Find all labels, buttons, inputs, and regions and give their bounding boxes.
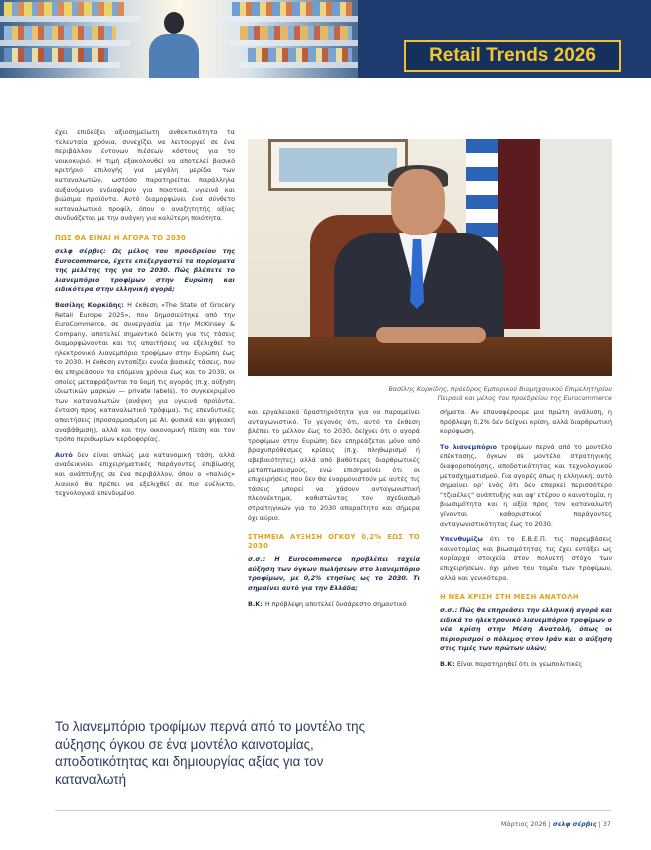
- interview-question-3: σ.σ.: Πώς θα επηρεάσει την ελληνική αγορά και ειδικά το ηλεκτρονικό λιανεμπόριο τροφίμων ο νέα κρίση στην Μέση Ανατολή, όπως οι περιορισμοί ο πόλεμος στον Ιράν και ο αύξηση στις τιμές των πρώτων υλών;: [440, 606, 612, 653]
- header-banner: [0, 0, 651, 78]
- subheading-middle-east: Η ΝΕΑ ΚΡΙΣΗ ΣΤΗ ΜΕΣΗ ΑΝΑΤΟΛΗ: [440, 593, 579, 602]
- intro-paragraph: έχει επιδείξει αξιοσημείωτη ανθεκτικότητα τα τελευταία χρόνια, συνεχίζει να λειτουργεί σε ένα περιβάλλον έντονων πιέσεων κόστους για το νοικοκυριό. Η τιμή εξακολουθεί να αποτελεί βασικό κριτήριο επιλογής για μεγάλη μερίδα των καταναλωτών, ωστόσο παρατηρείται παράλληλα αυξανόμενο ενδιαφέρον για ποιοτικά, υγιεινά και βιώσιμα προϊόντα. Αυτό διαμορφώνει ένα σύνθετο καταναλωτικό προφίλ, όπου ο αναζητητής αξίας συνδυάζεται με την ανάγκη για καλύτερη ποιότητα.: [55, 128, 235, 223]
- photo-caption: Βασίλης Κορκίδης, πρόεδρος Εμπορικού Βιομηχανικού Επιμελητηρίου Πειραιά και μέλος του προεδρείου της Eurocommerce: [388, 385, 612, 402]
- publication-name: σελφ σέρβις: [552, 820, 597, 828]
- interview-question-1: σελφ σέρβις: Ως μέλος του προεδρείου της Eurocommerce, έχετε επεξεργαστεί τα πορίσματα της μελέτης της για το 2030. Πώς βλέπετε το λιανεμπόριο τροφίμων στην Ευρώπη και ειδικότερα στην ελληνική αγορά;: [55, 246, 235, 294]
- interview-question-2: σ.σ.: Η Eurocommerce προβλέπει ταχεία αύξηση των όγκων πωλήσεων στο λιανεμπόριο τροφίμων, με 0,2% ετησίως ως το 2030. Τι σημαίνει αυτό για την Ελλάδα;: [248, 555, 420, 592]
- interview-answer-2: Β.Κ: Η πρόβλεψη αποτελεί δυσάρεστο σημαντικό: [248, 599, 407, 608]
- interview-answer-3: Β.Κ: Είναι παρατηρηθεί ότι οι γεωπολιτικές: [440, 660, 583, 669]
- wall-painting: [268, 139, 408, 191]
- issue-date: Μάρτιος 2026: [500, 820, 547, 828]
- subheading-market-2030: ΠΩΣ ΘΑ ΕΙΝΑΙ Η ΑΓΟΡΑ ΤΟ 2030: [55, 233, 187, 242]
- page-footer: Μάρτιος 2026 | σελφ σέρβις | 37: [500, 820, 611, 828]
- subheading-volume-growth: ΣΤΗΜΕΙΑ ΑΥΞΗΣΗ ΟΓΚΟΥ 0,2% ΕΩΣ ΤΟ 2030: [248, 533, 420, 551]
- pull-quote: Το λιανεμπόριο τροφίμων περνά από το μοντέλο της αύξησης όγκου σε ένα μοντέλο καινοτομίας, αποδοτικότητας και δημιουργίας αξίας για τον καταναλωτή: [55, 719, 366, 787]
- paragraph: και εργαλειακό δραστηριότητα για να παραμείνει ανταγωνιστικό. Το γεγονός ότι, αυτό το έκθεση βλέπει το μέλλον έως το 2030, δείχνει ότι ο αγορά τροφίμων στην Ευρώπη δεν επηρεάζεται μόνο από βραχυπρόθεσμες κρίσεις (π.χ. πληθωρισμό ή αβεβαιότητες) αλλά από βαθύτερες διαρθρωτικές μεταπτωσεισμούς, ενώ επισημαίνει ότι οι επιχειρήσεις που δεν θα εναρμονιστούν με αυτές τις τάσεις μπορεί να χάσουν ανταγωνιστική πλεονέκτημα, καθιστώντας τον σχεδιασμό στρατηγικών για το 2030 απαραίτητο και σήμερα όχι αύριο.: [248, 408, 420, 522]
- section-title-badge: [404, 40, 621, 72]
- banner-photo: [0, 0, 358, 78]
- speaker-name: Βασίλης Κορκίδης:: [55, 300, 124, 309]
- interview-answer-1b: Αυτό δεν είναι απλώς μια κατανομική τάση, αλλά αναδεικνύει επιχειρηματικές παράγοντες επιβίωσης και ανάπτυξης σε ένα περιβάλλον, όπου ο «παλιός» λιανικό θα πρέπει να εξελιχθεί σε πιο ευέλικτο, τεχνολογικά επενδυμένο: [55, 450, 235, 498]
- column-2: [248, 408, 420, 615]
- footer-divider: [55, 810, 611, 811]
- paragraph: σήματα. Αν επαναφέρουμε μια πρώτη ανάλυση, η πρόβλεψη 0,2% δεν δείχνει κρίση, αλλά διαρθρωτική κορύφωση.: [440, 408, 612, 436]
- shopper-figure: [145, 12, 203, 78]
- interview-answer-1: Βασίλης Κορκίδης: Η έκθεση «The State of Grocery Retail Europe 2025», που δημοσιεύτηκε από την EuroCommerce, σε συνεργασία με την McKinsey & Company, αποτελεί σημαντικό δείκτη για τις τάσεις διαμορφώνονται και τις απαιτήσεις να εξελιχθεί το ηλεκτρονικό λιανεμπόριο τροφίμων στην Ευρώπη έως το 2030. Η έκθεση εντοπίζει εννέα βασικές τάσεις, που θα επηρεάσουν τα επόμενα χρόνια έως και το 2030, οι οποίες μεταφράζονται τα δομή τις αγοράς (π.χ. αύξηση ιδιωτικών μαρκών — private labels), το συγκεκριμένο των καταναλωτών (ανάγκη για υγιεινά προϊόντα, ένταση προς καταναλωτικό τρόφιμα), τις επενδυτικές απαιτήσεις (προσαρμοσμένη με AI, φυσικά και ψηφιακή αναβάθμιση), αλλά και την οικονομική πίεση και τον τρόπο περιθωρίων κερδοφορίας.: [55, 300, 235, 444]
- portrait-photo: [248, 139, 612, 376]
- column-1: [55, 128, 235, 505]
- column-3: [440, 408, 612, 676]
- paragraph: Το λιανεμπόριο τροφίμων περνά από το μοντέλο επέκτασης, όγκων σε μοντέλο στρατηγικής διαφοροποίησης, αποδοτικότητας και τεχνολογικού μετασχηματισμού. Για αγορές όπως η ελληνική, αυτό σημαίνει ορ' ενός ότι δεν επαρκεί περισσότερο "τζιαέλες" ανάπτυξης και αφ' ετέρου ο καινοτομία, η βιωσιμότητα και η αξία προς τον καταναλωτή γίνονται καθοριστικοί παράγοντες ανταγωνιστικότητας έως το 2030.: [440, 442, 612, 528]
- page-number: 37: [602, 820, 611, 828]
- paragraph: Υπενθυμίζω ότι το Ε.Β.Ε.Π. τις παρεμβάσεις καινοτομίας και βιωσιμότητας τις έχει εντάξει ως κυρίαρχα στοιχεία στον πολυετή στόχο των επιχειρήσεων, όχι μόνο του τομέα των τροφίμων, αλλά και γενικότερα.: [440, 535, 612, 582]
- section-title: Retail Trends 2026: [429, 45, 596, 66]
